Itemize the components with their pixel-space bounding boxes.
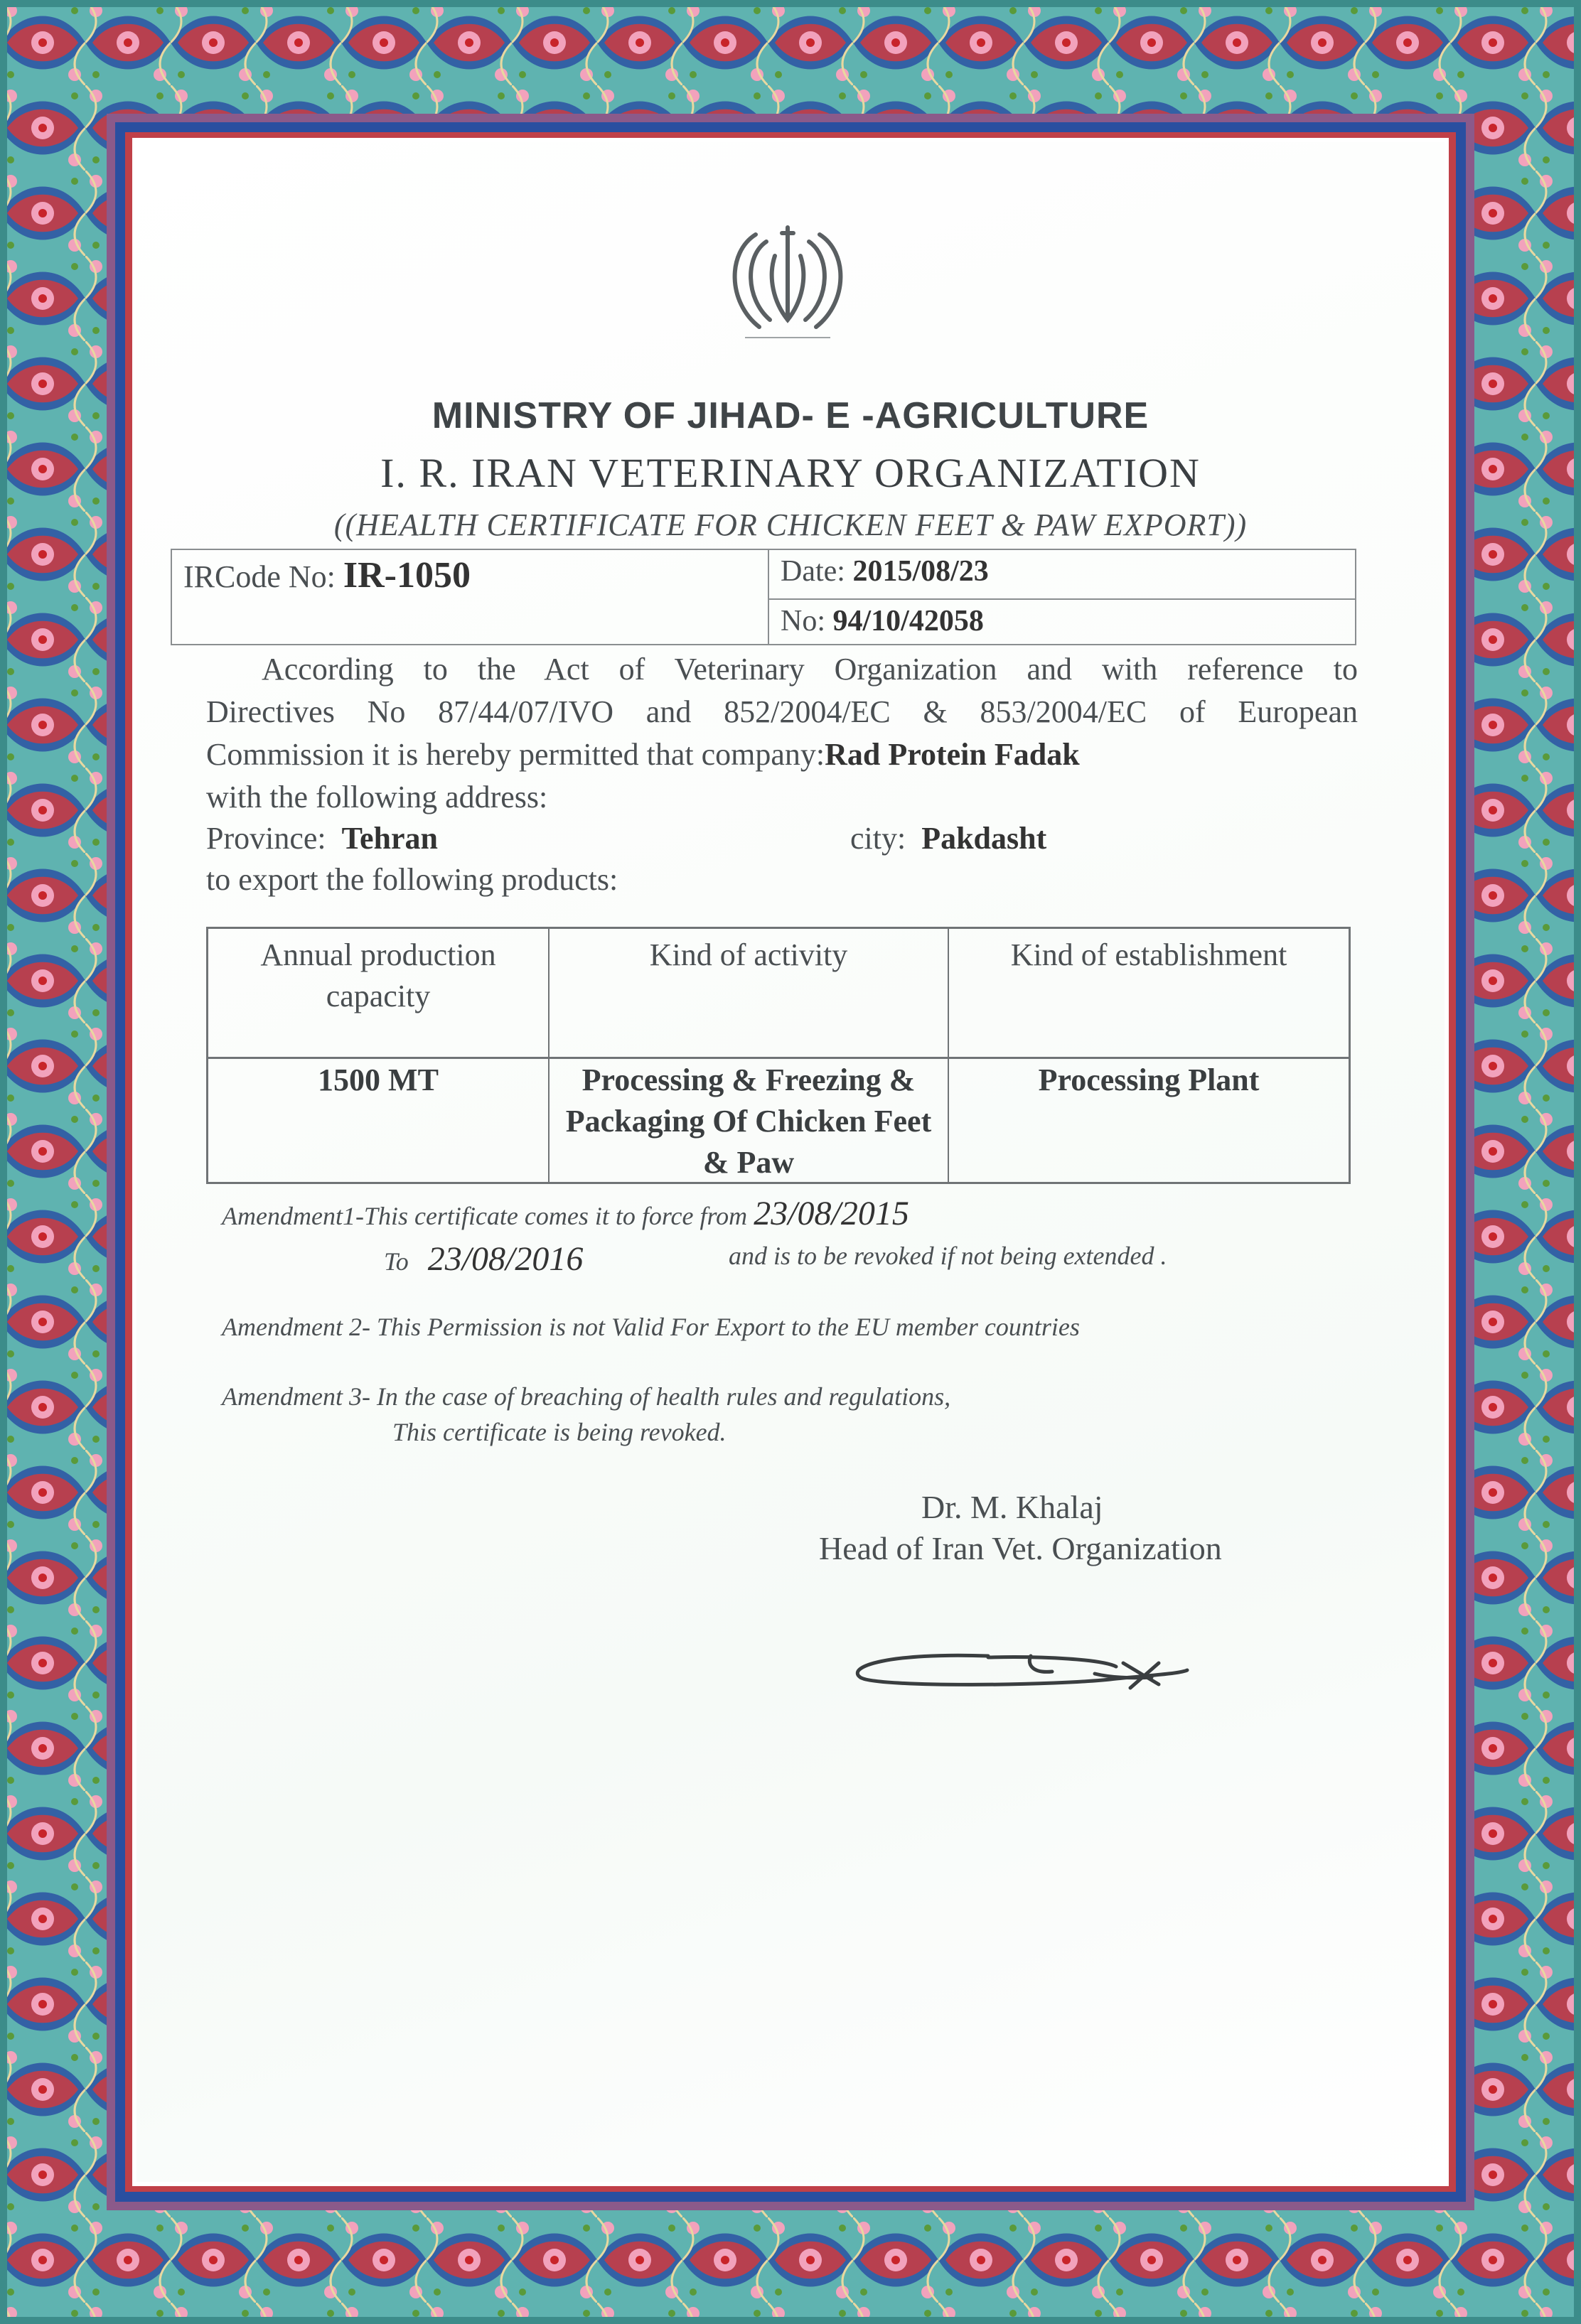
signatory-title: Head of Iran Vet. Organization (819, 1530, 1222, 1566)
province-line (206, 817, 1358, 860)
amendment-3-line-1: Amendment 3- In the case of breaching of health rules and regulations, (222, 1382, 951, 1411)
amendment-3-line-2: This certificate is being revoked. (392, 1418, 727, 1446)
province-label: Province: (206, 821, 326, 856)
signatory-name: Dr. M. Khalaj (921, 1489, 1103, 1525)
date-value: 2015/08/23 (852, 555, 989, 588)
amendment-1-to (384, 1239, 583, 1279)
certificate-info-box (171, 549, 1356, 645)
ircode-field (183, 554, 471, 596)
paragraph-line-1: According to the Act of Veterinary Organization and with reference to (262, 652, 1358, 687)
table-header-activity: Kind of activity (649, 937, 848, 972)
company-line (206, 733, 1358, 776)
amendment-1-to-date: 23/08/2016 (427, 1240, 584, 1278)
organization-heading: I. R. IRAN VETERINARY ORGANIZATION (380, 450, 1201, 496)
table-header-capacity: Annual production capacity (260, 937, 496, 1013)
city-value: Pakdasht (921, 821, 1047, 856)
table-cell-establishment: Processing Plant (1038, 1063, 1260, 1097)
products-line: to export the following products: (206, 862, 618, 897)
table-header-establishment: Kind of establishment (1010, 937, 1287, 972)
number-label: No: (781, 605, 825, 638)
products-table (206, 927, 1351, 1184)
table-cell-capacity: 1500 MT (318, 1063, 439, 1097)
number-field (781, 604, 984, 638)
permission-paragraph (206, 648, 1358, 733)
amendment-2: Amendment 2- This Permission is not Valid For Export to the EU member countries (222, 1313, 1080, 1341)
table-cell-activity: Processing & Freezing & Packaging Of Chicken Feet & Paw (565, 1063, 932, 1180)
amendment-1 (222, 1194, 909, 1233)
address-line: with the following address: (206, 780, 548, 814)
amendment-1-to-label: To (384, 1247, 409, 1276)
handwritten-signature (846, 1635, 1201, 1713)
province-value: Tehran (341, 821, 438, 856)
city-line (850, 817, 1046, 860)
certificate-title: ((HEALTH CERTIFICATE FOR CHICKEN FEET & PAW EXPORT)) (333, 507, 1248, 542)
amendment-1-tail: and is to be revoked if not being extended . (729, 1242, 1167, 1270)
company-name: Rad Protein Fadak (825, 737, 1080, 772)
number-value: 94/10/42058 (832, 605, 984, 638)
date-label: Date: (781, 555, 845, 588)
paragraph-line-2: Directives No 87/44/07/IVO and 852/2004/EC & 853/2004/EC of European (206, 694, 1358, 729)
ircode-value: IR-1050 (343, 555, 471, 596)
date-field (781, 554, 989, 588)
iran-emblem-icon (717, 213, 859, 341)
amendment-1-from-date: 23/08/2015 (754, 1195, 909, 1232)
company-prefix: Commission it is hereby permitted that company: (206, 737, 825, 772)
city-label: city: (850, 821, 906, 856)
ministry-heading: MINISTRY OF JIHAD- E -AGRICULTURE (432, 395, 1149, 436)
amendment-1-text: Amendment1-This certificate comes it to force from (222, 1202, 748, 1230)
ircode-label: IRCode No: (183, 559, 336, 594)
